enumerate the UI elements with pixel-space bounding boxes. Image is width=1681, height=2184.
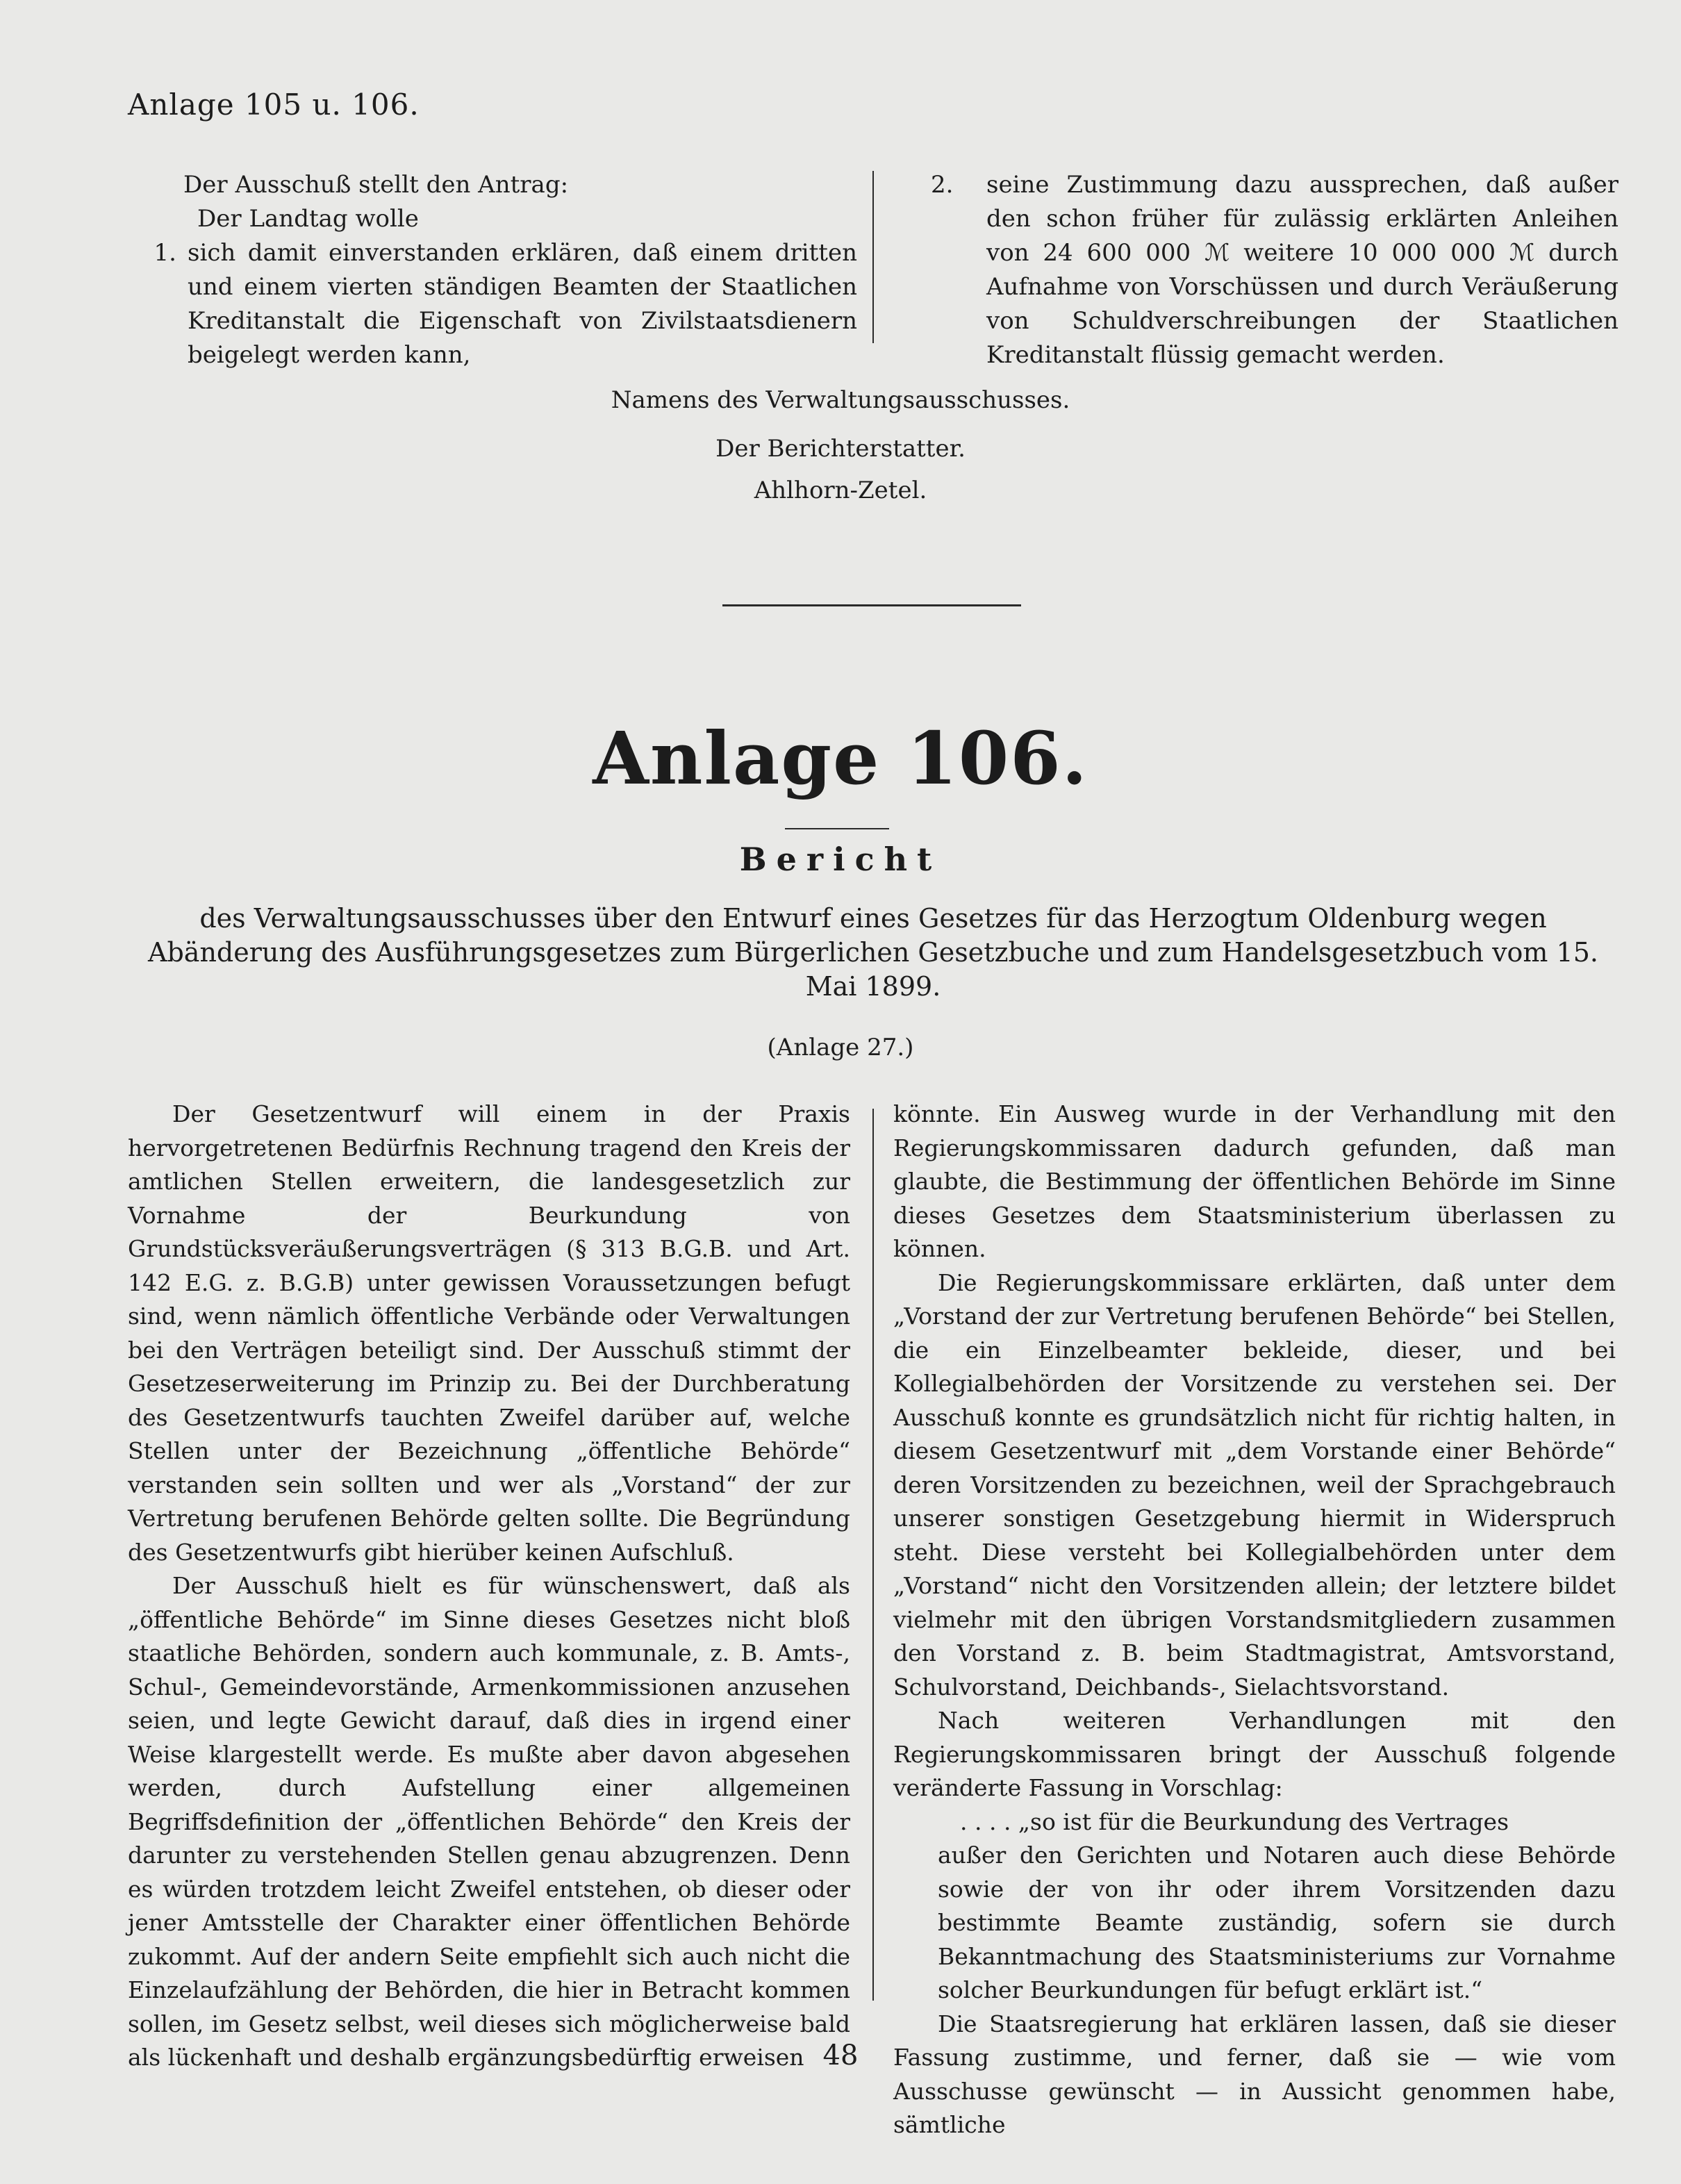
report-heading: des Verwaltungsausschusses über den Entwurf eines Gesetzes für das Herzogtum Oldenburg wegen Abänderung des Ausführungsgesetzes zum Bürgerlichen Gesetzbuche und zum Handelsgesetzbuch vom 15. Mai 1899. <box>148 903 1598 1002</box>
paragraph: Der Gesetzentwurf will einem in der Praxis hervorgetretenen Bedürfnis Rechnung tragend den Kreis der amtlichen Stellen erweitern, die landesgesetzlich zur Vornahme der Beurkundung von Grundstücksveräußerungsverträgen (§ 313 B.G.B. und Art. 142 E.G. z. B.G.B) unter gewissen Voraussetzungen befugt sind, wenn nämlich öffentliche Verbände oder Verwaltungen bei den Verträgen beteiligt sind. Der Ausschuß stimmt der Gesetzeserweiterung im Prinzip zu. Bei der Durchberatung des Gesetzentwurfs tauchten Zweifel darüber auf, welche Stellen unter der Bezeichnung „öffentliche Behörde“ verstanden sein sollten und wer als „Vorstand“ der zur Vertretung berufenen Behörde gelten sollte. Die Begründung des Gesetzentwurfs gibt hierüber keinen Aufschluß. <box>128 1100 850 1566</box>
paragraph: könnte. Ein Ausweg wurde in der Verhandlung mit den Regierungskommissaren dadurch gefunden, daß man glaubte, die Bestimmung der öffentlichen Behörde im Sinne dieses Gesetzes dem Staatsministerium überlassen zu können. <box>893 1100 1616 1262</box>
section-separator <box>722 604 1021 606</box>
page-header: Anlage 105 u. 106. <box>128 88 420 122</box>
item-text: seine Zustimmung dazu aussprechen, daß außer den schon früher für zulässig erklärten Anleihen von 24 600 000 ℳ weitere 10 000 000 ℳ durch Aufnahme von Vorschüssen und durch Veräußerung von Schuldverschreibungen der Staatlichen Kreditanstalt flüssig gemacht werden. <box>986 171 1618 369</box>
document-title: Anlage 106. <box>593 715 1088 801</box>
signature-name: Ahlhorn-Zetel. <box>754 477 927 504</box>
item-number: 1. <box>154 239 176 267</box>
paragraph: Nach weiteren Verhandlungen mit den Regierungskommissaren bringt der Ausschuß folgende veränderte Fassung in Vorschlag: <box>893 1707 1616 1801</box>
motion-item-2 <box>931 168 1618 372</box>
paragraph: Die Staatsregierung hat erklären lassen, daß sie dieser Fassung zustimme, und ferner, daß sie — wie vom Ausschusse gewünscht — in Aussicht genommen habe, sämtliche <box>893 2010 1616 2138</box>
motion-intro: Der Ausschuß stellt den Antrag: <box>183 171 569 199</box>
body-right-column <box>893 1098 1616 2142</box>
motion-item-1 <box>128 236 857 372</box>
column-divider <box>872 171 874 343</box>
column-divider <box>872 1109 874 2001</box>
landtag-line: Der Landtag wolle <box>197 205 419 233</box>
item-text: sich damit einverstanden erklären, daß einem dritten und einem vierten ständigen Beamten der Staatlichen Kreditanstalt die Eigenschaft von Zivilstaatsdienern beigelegt werden kann, <box>188 239 857 369</box>
document-subtitle: Bericht <box>739 841 942 878</box>
title-rule <box>785 828 889 829</box>
page-number: 48 <box>822 2040 859 2071</box>
paragraph: Der Ausschuß hielt es für wünschenswert, daß als „öffentliche Behörde“ im Sinne dieses Gesetzes nicht bloß staatliche Behörden, sondern auch kommunale, z. B. Amts-, Schul-, Gemeindevorstände, Armenkommissionen anzusehen seien, und legte Gewicht darauf, daß dies in irgend einer Weise klargestellt werde. Es mußte aber davon abgesehen werden, durch Aufstellung einer allgemeinen Begriffsdefinition der „öffentlichen Behörde“ den Kreis der darunter zu verstehenden Stellen genau abzugrenzen. Denn es würden trotzdem leicht Zweifel entstehen, ob dieser oder jener Amtsstelle der Charakter einer öffentlichen Behörde zukommt. Auf der andern Seite empfiehlt sich auch nicht die Einzelaufzählung der Behörden, die hier in Betracht kommen sollen, im Gesetz selbst, weil dieses sich möglicherweise bald als lückenhaft und deshalb ergänzungsbedürftig erweisen <box>128 1572 850 2071</box>
quote-first-line: . . . . „so ist für die Beurkundung des Vertrages <box>960 1807 1509 1835</box>
quote-text: außer den Gerichten und Notaren auch diese Behörde sowie der von ihr oder ihrem Vorsitzenden dazu bestimmte Beamte zuständig, sofern sie durch Bekanntmachung des Staatsministeriums zur Vornahme solcher Beurkundungen für befugt erklärt ist.“ <box>938 1842 1616 2003</box>
motion-left-column <box>128 168 857 372</box>
motion-right-column <box>931 168 1618 372</box>
signature-on-behalf: Namens des Verwaltungsausschusses. <box>611 386 1070 414</box>
attachment-reference: (Anlage 27.) <box>767 1034 914 1061</box>
body-left-column <box>128 1098 850 2075</box>
quoted-amendment <box>893 1805 1616 2008</box>
item-number: 2. <box>931 171 954 199</box>
signature-role: Der Berichterstatter. <box>715 435 966 463</box>
paragraph: Die Regierungskommissare erklärten, daß unter dem „Vorstand der zur Vertretung berufenen Behörde“ bei Stellen, die ein Einzelbeamter bekleide, dieser, und bei Kollegialbehörden der Vorsitzende zu verstehen sei. Der Ausschuß konnte es grundsätzlich nicht für richtig halten, in diesem Gesetzentwurf mit „dem Vorstande einer Behörde“ deren Vorsitzenden zu bezeichnen, weil der Sprachgebrauch unserer sonstigen Gesetzgebung hiermit in Widerspruch steht. Diese versteht bei Kollegialbehörden unter dem „Vorstand“ nicht den Vorsitzenden allein; der letztere bildet vielmehr mit den übrigen Vorstandsmitgliedern zusammen den Vorstand z. B. beim Stadtmagistrat, Amtsvorstand, Schulvorstand, Deichbands-, Sielachtsvorstand. <box>893 1268 1616 1701</box>
